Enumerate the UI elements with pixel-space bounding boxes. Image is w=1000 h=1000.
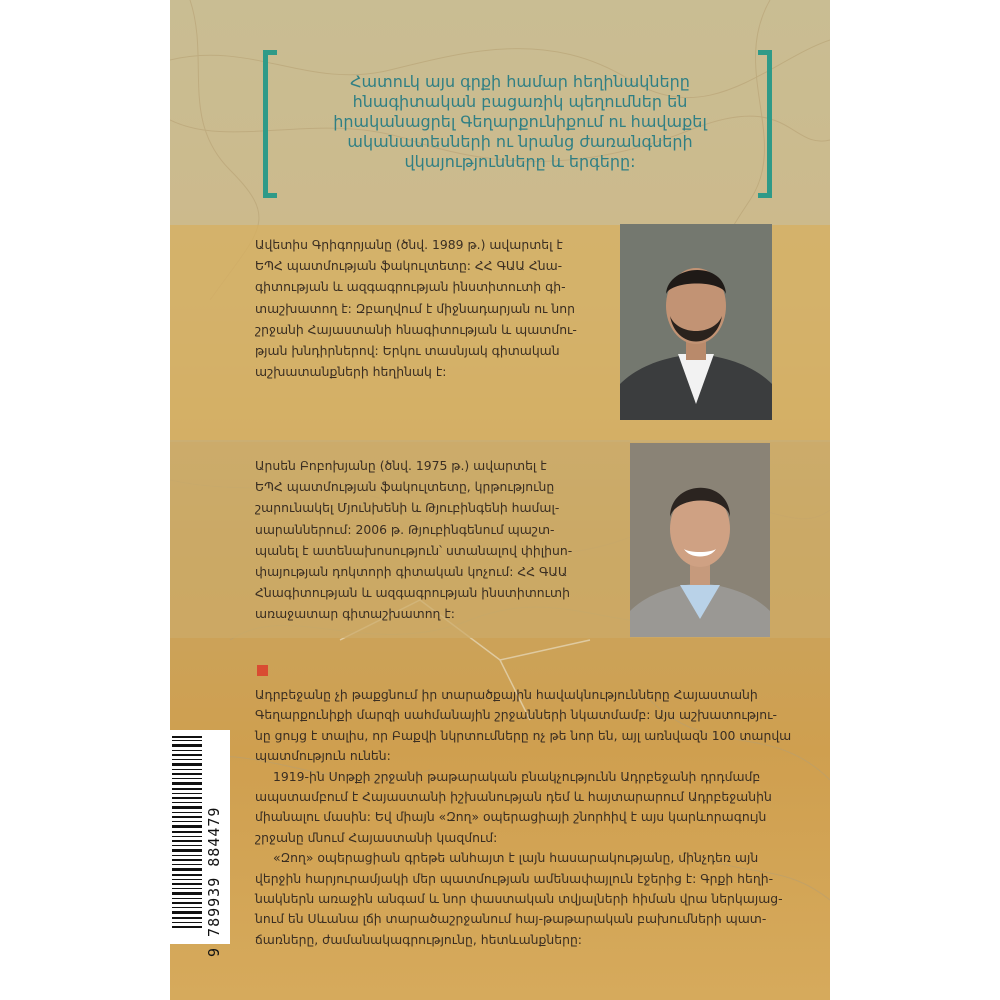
bio-line: սարաններում: 2006 թ. Թյուբինգենում պաշտ- (255, 521, 555, 537)
body-line: միանալու մասին: Եվ միայն «Զող» օպերացիայի շնորհիվ է այս կարևորագույն (255, 809, 767, 825)
bio-line: պանել է ատենախոսություն՝ ստանալով փիլիսո- (255, 542, 573, 558)
barcode-bars (168, 730, 208, 944)
body-line: վերջին հարյուրամյակի մեր պատմության ամենափայլուն էջերից է: Գրքի հեղի- (255, 870, 774, 886)
body-line: Գեղարքունիքի մարզի սահմանային շրջանների նկատմամբ: Այս աշխատությու- (255, 707, 777, 723)
section-marker (257, 665, 268, 676)
quote-line: վկայությունները և երգերը: (404, 152, 636, 171)
bio-line: Արսեն Բոբոխյանը (ծնվ. 1975 թ.) ավարտել է (255, 458, 547, 473)
body-line: նը ցույց է տալիս, որ Բաքվի նկրտումները ոչ թե նոր են, այլ առնվազն 100 տարվա (255, 727, 792, 743)
body-line: պատմություն ունեն: (255, 748, 391, 764)
book-back-cover (170, 0, 830, 1000)
body-line: նում են Սևանա լճի տարածաշրջանում հայ-թաթարական բախումների պատ- (255, 911, 767, 927)
bio-line: գիտության և ազգագրության ինստիտուտի գի- (255, 279, 566, 295)
author1-bio (255, 234, 577, 382)
pull-quote (300, 72, 740, 172)
bio-line: Ավետիս Գրիգորյանը (ծնվ. 1989 թ.) ավարտել է (255, 237, 563, 252)
bio-line: թյան խնդիրներով: Երկու տասնյակ գիտական (255, 343, 560, 359)
bio-line: շրջանի Հայաստանի հնագիտության և պատմու- (255, 321, 577, 337)
quote-line: Հատուկ այս գրքի համար հեղինակները (350, 72, 690, 91)
synopsis (255, 685, 791, 950)
bio-line: ԵՊՀ պատմության ֆակուլտետը: ՀՀ ԳԱԱ Հնա- (255, 258, 563, 274)
bio-line: տաշխատող է: Զբաղվում է միջնադարյան ու նոր (255, 300, 575, 316)
body-line: ապստամբում է Հայաստանի իշխանության դեմ և հայտարարում Ադրբեջանին (255, 789, 772, 805)
quote-line: ականատեսների ու նրանց ժառանգների (347, 132, 693, 151)
bio-line: փայության դոկտորի գիտական կոչում: ՀՀ ԳԱԱ (255, 564, 568, 580)
isbn-number: 9 789939 884479 (205, 806, 223, 957)
body-line: ճառները, ժամանակագրությունը, հետևանքները: (255, 931, 582, 947)
body-line: «Զող» օպերացիան գրեթե անհայտ է լայն հասարակությանը, մինչդեռ այն (273, 850, 759, 866)
bio-line: Հնագիտության և ազգագրության ինստիտուտի (255, 585, 570, 601)
body-line: 1919-ին Սոթքի շրջանի թաթարական բնակչությունն Ադրբեջանի դրդմամբ (273, 768, 761, 784)
bio-line: աշխատանքների հեղինակ է: (255, 364, 447, 380)
author1-photo (620, 224, 772, 420)
bio-line: ԵՊՀ պատմության ֆակուլտետը, կրթությունը (255, 479, 555, 495)
author2-photo (630, 443, 770, 637)
body-line: շրջանը մնում Հայաստանի կազմում: (255, 829, 498, 845)
quote-line: իրականացրել Գեղարքունիքում ու հավաքել (333, 112, 707, 131)
bio-line: շարունակել Մյունխենի և Թյուբինգենի համալ- (255, 500, 560, 516)
quote-line: հնագիտական բացառիկ պեղումներ են (352, 92, 688, 111)
quote-bracket-right (758, 50, 772, 198)
bio-line: առաջատար գիտաշխատող է: (255, 606, 455, 622)
quote-bracket-left (263, 50, 277, 198)
body-line: Ադրբեջանը չի թաքցնում իր տարածքային հավակնությունները Հայաստանի (255, 687, 758, 702)
author2-bio (255, 455, 572, 625)
body-line: նակներն առաջին անգամ և նոր փաստական տվյալների հիման վրա ներկայաց- (255, 891, 783, 907)
